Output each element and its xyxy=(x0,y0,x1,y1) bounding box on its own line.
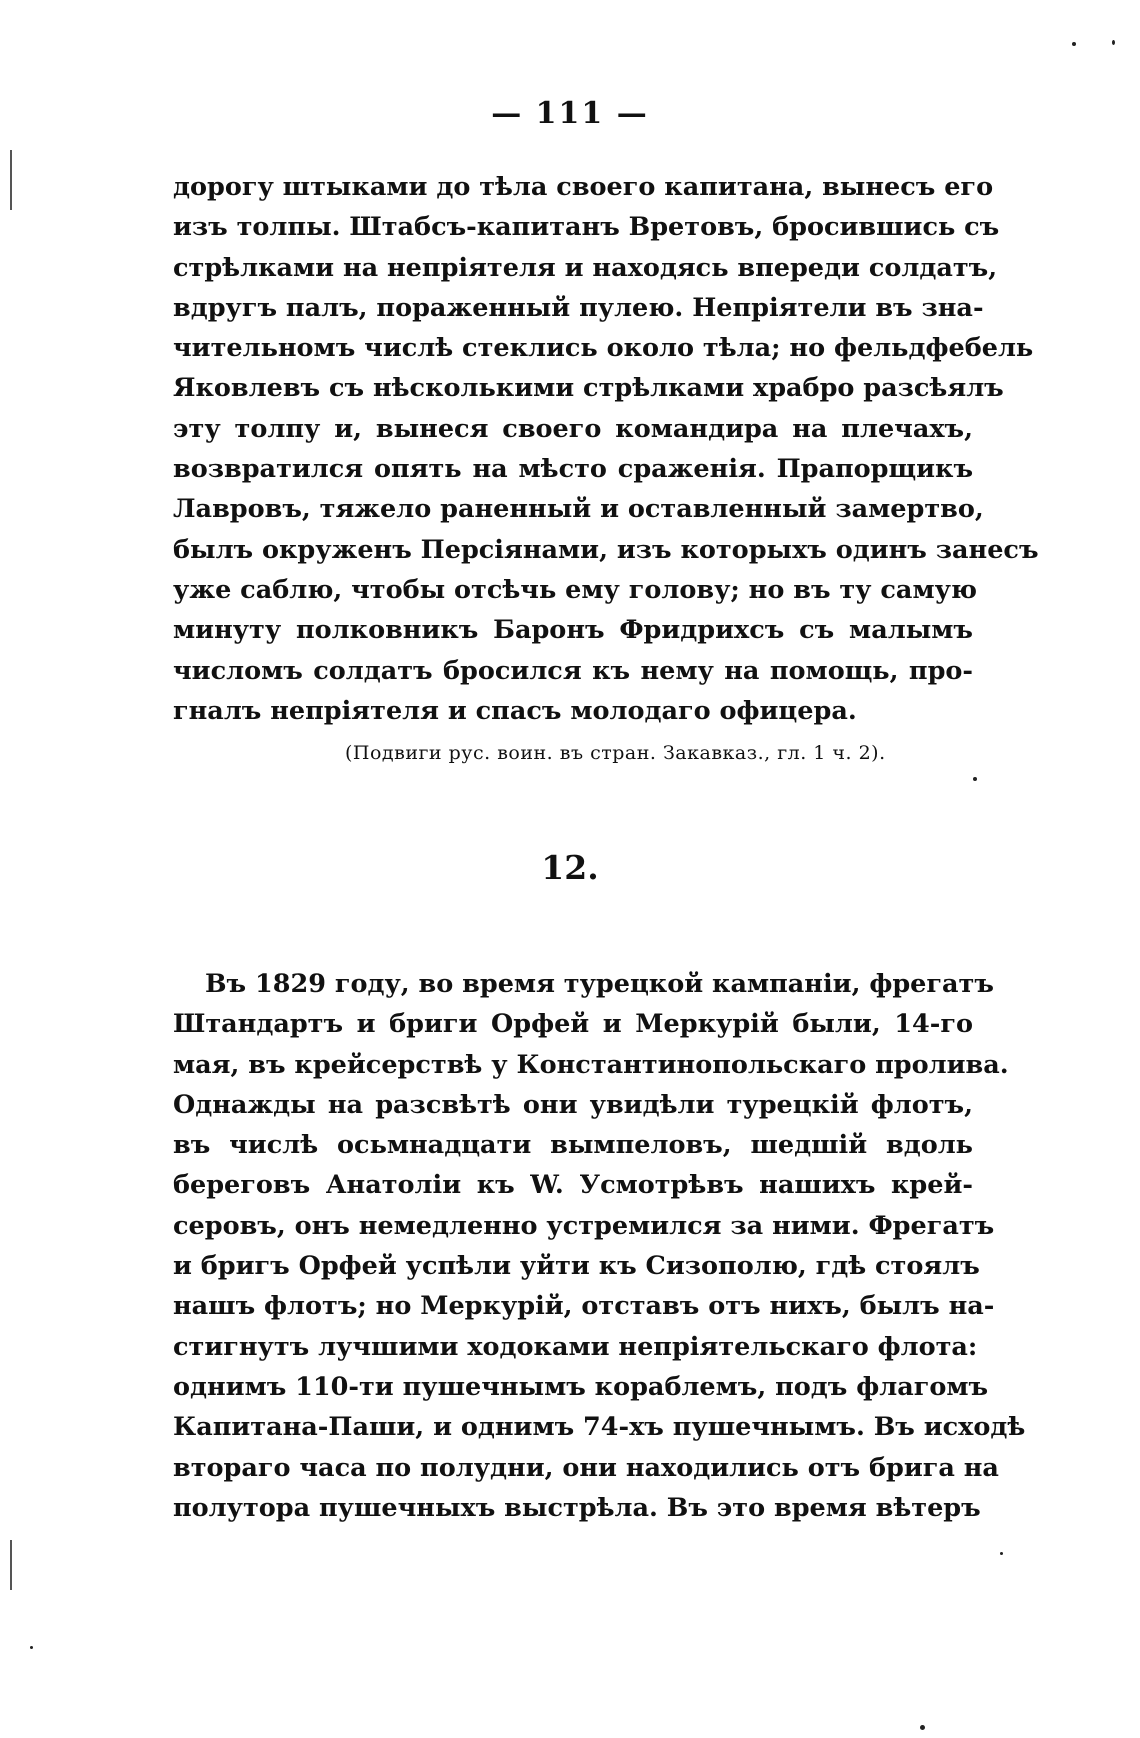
scan-edge-mark xyxy=(10,1540,12,1590)
text-line: въ числѣ осьмнадцати вымпеловъ, шедшій вдоль xyxy=(173,1130,973,1161)
text-line: мая, въ крейсерствѣ у Константинопольскаго пролива. xyxy=(173,1049,1009,1080)
section-number: 12. xyxy=(541,848,599,887)
scan-speck xyxy=(920,1725,925,1730)
text-line: Капитана-Паши, и однимъ 74-хъ пушечнымъ. Въ исходѣ xyxy=(173,1412,1026,1443)
text-line: и бригъ Орфей успѣли уйти къ Сизополю, гдѣ стоялъ xyxy=(173,1251,980,1282)
text-line: полутора пушечныхъ выстрѣла. Въ это время вѣтеръ xyxy=(173,1492,981,1523)
text-line: возвратился опять на мѣсто сраженія. Прапорщикъ xyxy=(173,454,973,485)
text-line: Лавровъ, тяжело раненный и оставленный замертво, xyxy=(173,494,984,525)
text-line: чительномъ числѣ стеклись около тѣла; но фельдфебель xyxy=(173,333,1034,364)
scan-edge-mark xyxy=(10,150,12,210)
text-line: нашъ флотъ; но Меркурій, отставъ отъ нихъ, былъ на- xyxy=(173,1291,995,1322)
text-line: былъ окруженъ Персіянами, изъ которыхъ одинъ занесъ xyxy=(173,534,1039,565)
paragraph-1 xyxy=(173,167,1039,731)
text-line: Яковлевъ съ нѣсколькими стрѣлками храбро разсѣялъ xyxy=(173,373,1004,404)
text-line: стрѣлками на непріятеля и находясь впереди солдатъ, xyxy=(173,252,998,283)
text-line: Въ 1829 году, во время турецкой кампаніи, фрегатъ xyxy=(205,969,994,999)
text-line: числомъ солдатъ бросился къ нему на помощь, про- xyxy=(173,655,973,686)
text-line: Штандартъ и бриги Орфей и Меркурій были, 14-го xyxy=(173,1009,973,1040)
scan-speck xyxy=(1000,1552,1003,1555)
text-line: изъ толпы. Штабсъ-капитанъ Вретовъ, бросившись съ xyxy=(173,212,1000,243)
text-line: однимъ 110-ти пушечнымъ кораблемъ, подъ флагомъ xyxy=(173,1371,989,1402)
text-line: береговъ Анатоліи къ W. Усмотрѣвъ нашихъ крей- xyxy=(173,1170,973,1201)
scan-speck xyxy=(30,1646,33,1649)
text-line: втораго часа по полудни, они находились отъ брига на xyxy=(173,1452,999,1483)
text-line: уже саблю, чтобы отсѣчь ему голову; но въ ту самую xyxy=(173,574,978,605)
text-line: стигнутъ лучшими ходоками непріятельскаго флота: xyxy=(173,1331,978,1362)
page-number-header: — 111 — xyxy=(491,96,649,131)
text-line: эту толпу и, вынеся своего командира на плечахъ, xyxy=(173,413,973,444)
text-line: Однажды на разсвѣтѣ они увидѣли турецкій флотъ, xyxy=(173,1089,973,1120)
text-line: гналъ непріятеля и спасъ молодаго офицера. xyxy=(173,695,857,726)
paragraph-2 xyxy=(173,964,1026,1528)
text-line: вдругъ палъ, пораженный пулею. Непріятели въ зна- xyxy=(173,292,984,323)
text-line: минуту полковникъ Баронъ Фридрихсъ съ малымъ xyxy=(173,615,973,646)
scan-speck xyxy=(1112,40,1115,45)
text-line: серовъ, онъ немедленно устремился за ними. Фрегатъ xyxy=(173,1210,995,1241)
scan-speck xyxy=(1072,42,1076,46)
scan-speck xyxy=(973,777,977,781)
citation: (Подвиги рус. воин. въ стран. Закавказ., гл. 1 ч. 2). xyxy=(345,742,886,764)
text-line: дорогу штыками до тѣла своего капитана, вынесъ его xyxy=(173,172,994,202)
